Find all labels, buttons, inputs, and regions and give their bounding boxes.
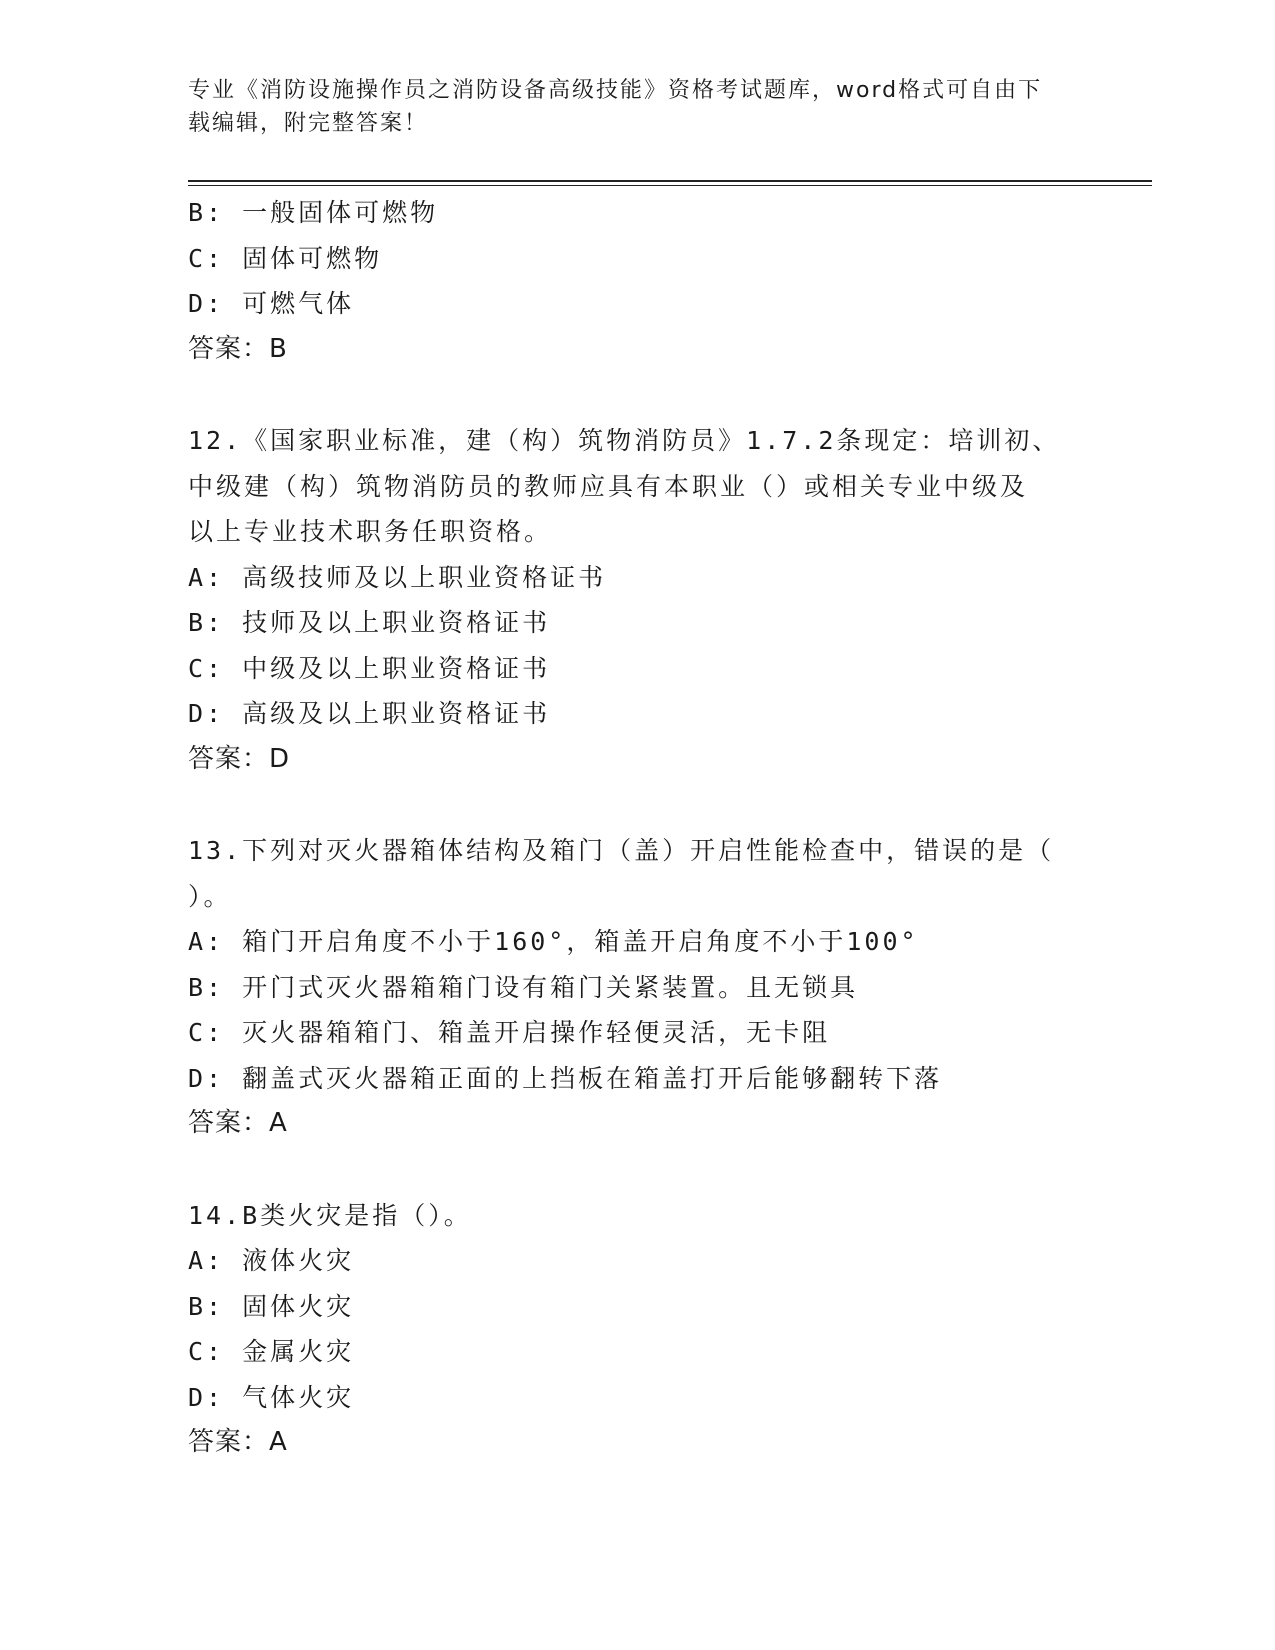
header-divider-thick [188, 180, 1152, 182]
question-stem: 14.B类火灾是指（）。 [188, 1200, 472, 1230]
option-a: A: 箱门开启角度不小于160°，箱盖开启角度不小于100° [188, 927, 919, 956]
option-a: A: 高级技师及以上职业资格证书 [188, 562, 607, 592]
answer-line: 答案：B [188, 333, 288, 364]
option-d: D: 可燃气体 [188, 289, 355, 318]
question-stem: 以上专业技术职务任职资格。 [188, 517, 553, 546]
option-b: B: 技师及以上职业资格证书 [188, 608, 551, 637]
option-d: D: 翻盖式灭火器箱正面的上挡板在箱盖打开后能够翻转下落 [188, 1063, 943, 1093]
question-stem: 12.《国家职业标准，建（构）筑物消防员》1.7.2条现定：培训初、 [188, 426, 1061, 455]
spacer [188, 1147, 1088, 1193]
spacer [188, 372, 1088, 418]
option-c: C: 固体可燃物 [188, 243, 383, 273]
document-header [188, 74, 1068, 140]
question-stem: ）。 [188, 881, 232, 911]
option-a: A: 液体火灾 [188, 1246, 355, 1275]
header-divider-thin [188, 185, 1152, 186]
option-b: B: 开门式灭火器箱箱门设有箱门关紧装置。且无锁具 [188, 972, 859, 1002]
option-b: B: 固体火灾 [188, 1291, 355, 1321]
answer-line: 答案：D [188, 743, 291, 774]
option-c: C: 灭火器箱箱门、箱盖开启操作轻便灵活，无卡阻 [188, 1018, 831, 1047]
option-b: B: 一般固体可燃物 [188, 198, 439, 227]
header-line-1: 专业《消防设施操作员之消防设备高级技能》资格考试题库，word格式可自由下 [188, 78, 1043, 103]
answer-line: 答案：A [188, 1427, 288, 1457]
question-list [188, 190, 1088, 1466]
option-d: D: 高级及以上职业资格证书 [188, 699, 551, 728]
question-14 [188, 1193, 1088, 1466]
question-stem: 13.下列对灭火器箱体结构及箱门（盖）开启性能检查中，错误的是（ [188, 836, 1055, 865]
answer-line: 答案：A [188, 1108, 288, 1138]
question-13 [188, 828, 1088, 1147]
option-c: C: 金属火灾 [188, 1337, 355, 1366]
question-11-tail [188, 190, 1088, 372]
option-d: D: 气体火灾 [188, 1382, 355, 1412]
option-c: C: 中级及以上职业资格证书 [188, 653, 551, 683]
header-line-2: 载编辑，附完整答案！ [188, 111, 429, 136]
question-stem: 中级建（构）筑物消防员的教师应具有本职业（）或相关专业中级及 [188, 471, 1029, 501]
question-12 [188, 418, 1088, 782]
spacer [188, 782, 1088, 828]
